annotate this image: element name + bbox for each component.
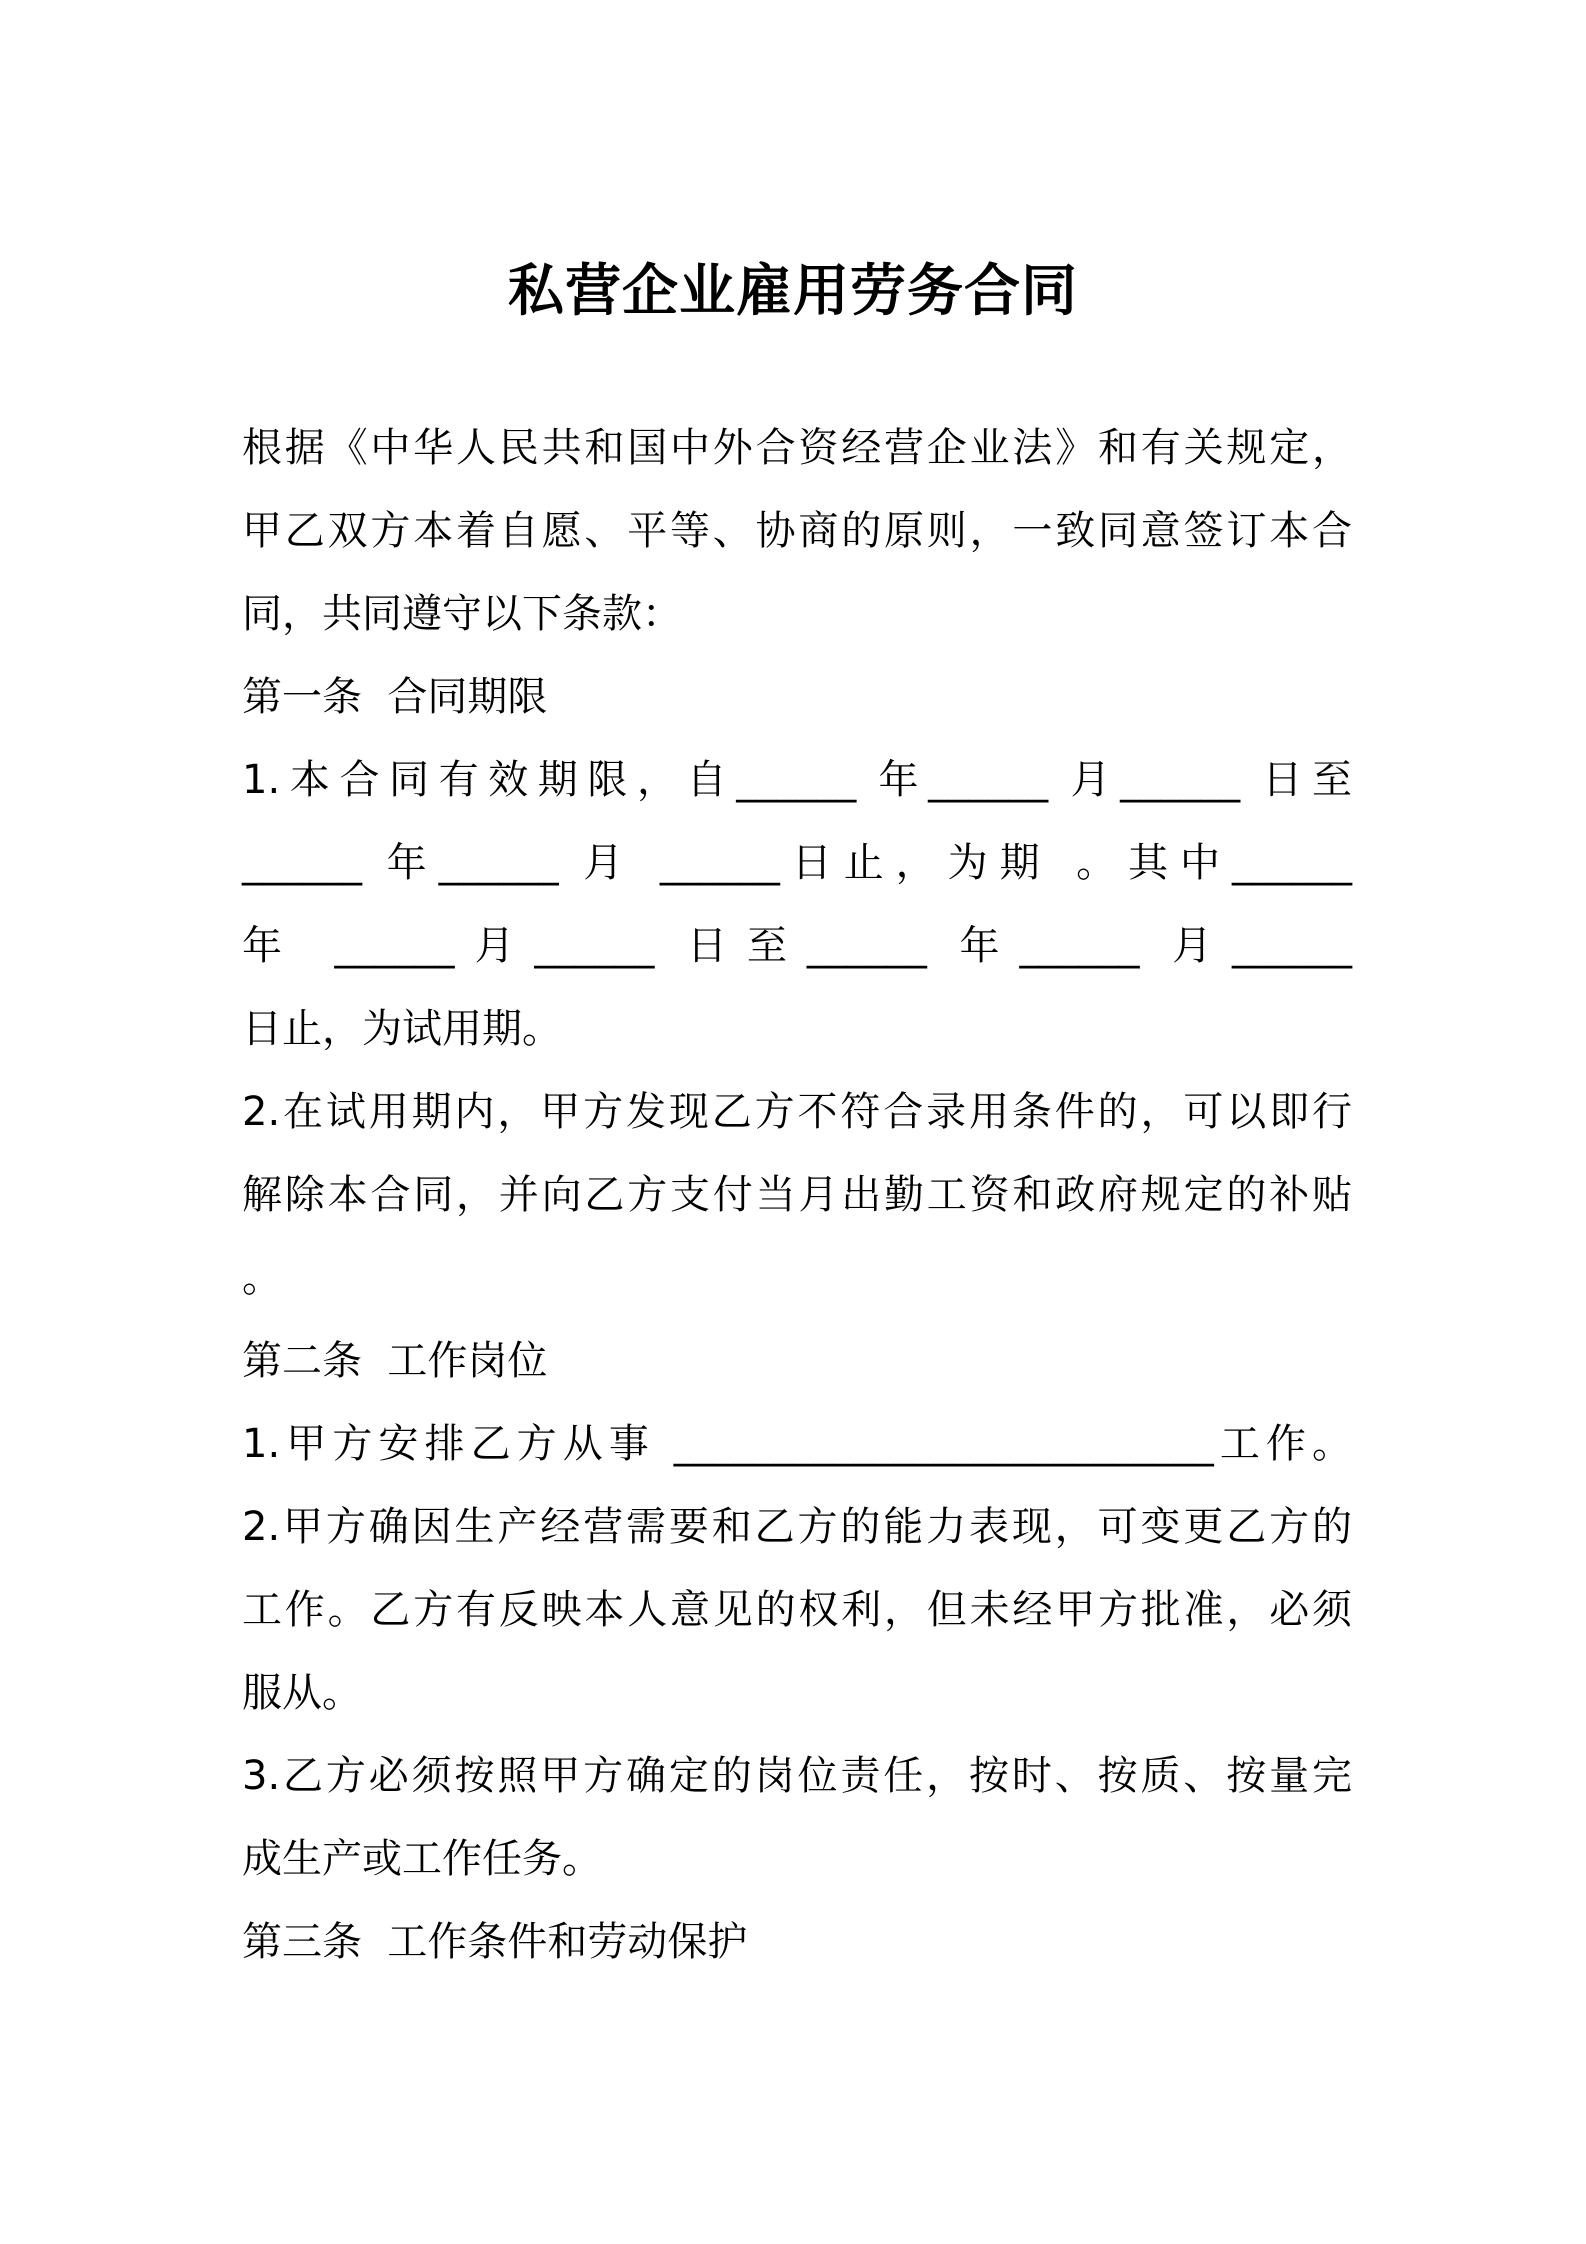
article-2-clause-1: 1.甲方安排乙方从事 ___________________________工作。 [242,1421,1352,1467]
article-2-clause-2-line-1: 2.甲方确因生产经营需要和乙方的能力表现，可变更乙方的 [242,1504,1352,1550]
intro-line-1: 根据《中华人民共和国中外合资经营企业法》和有关规定， [242,425,1352,471]
article-2-clause-2-line-3: 服从。 [242,1670,362,1716]
article-2-clause-3-line-2: 成生产或工作任务。 [242,1836,602,1882]
article-1-heading: 第一条 合同期限 [242,674,548,720]
article-1-clause-2-line-1: 2.在试用期内，甲方发现乙方不符合录用条件的，可以即行 [242,1089,1352,1135]
article-1-clause-2-line-2: 解除本合同，并向乙方支付当月出勤工资和政府规定的补贴 [242,1172,1352,1218]
intro-line-2: 甲乙双方本着自愿、平等、协商的原则，一致同意签订本合 [242,508,1352,554]
article-2-clause-2-line-2: 工作。乙方有反映本人意见的权利，但未经甲方批准，必须 [242,1587,1352,1633]
intro-line-3: 同，共同遵守以下条款： [242,591,682,637]
article-1-clause-1-line-4: 日止，为试用期。 [242,1006,562,1052]
article-1-clause-1-line-1: 1.本合同有效期限，自______ 年______ 月______ 日至 [242,757,1352,803]
article-3-heading: 第三条 工作条件和劳动保护 [242,1919,748,1965]
article-2-clause-3-line-1: 3.乙方必须按照甲方确定的岗位责任，按时、按质、按量完 [242,1753,1352,1799]
document-title: 私营企业雇用劳务合同 [508,259,1078,324]
article-1-clause-1-line-2: ______ 年______ 月 ______日止，为期 。其中______ [242,840,1352,886]
article-1-clause-2-line-3: 。 [242,1255,282,1301]
article-1-clause-1-line-3: 年 ______月______ 日至______ 年______ 月______ [242,923,1352,969]
article-2-heading: 第二条 工作岗位 [242,1338,548,1384]
